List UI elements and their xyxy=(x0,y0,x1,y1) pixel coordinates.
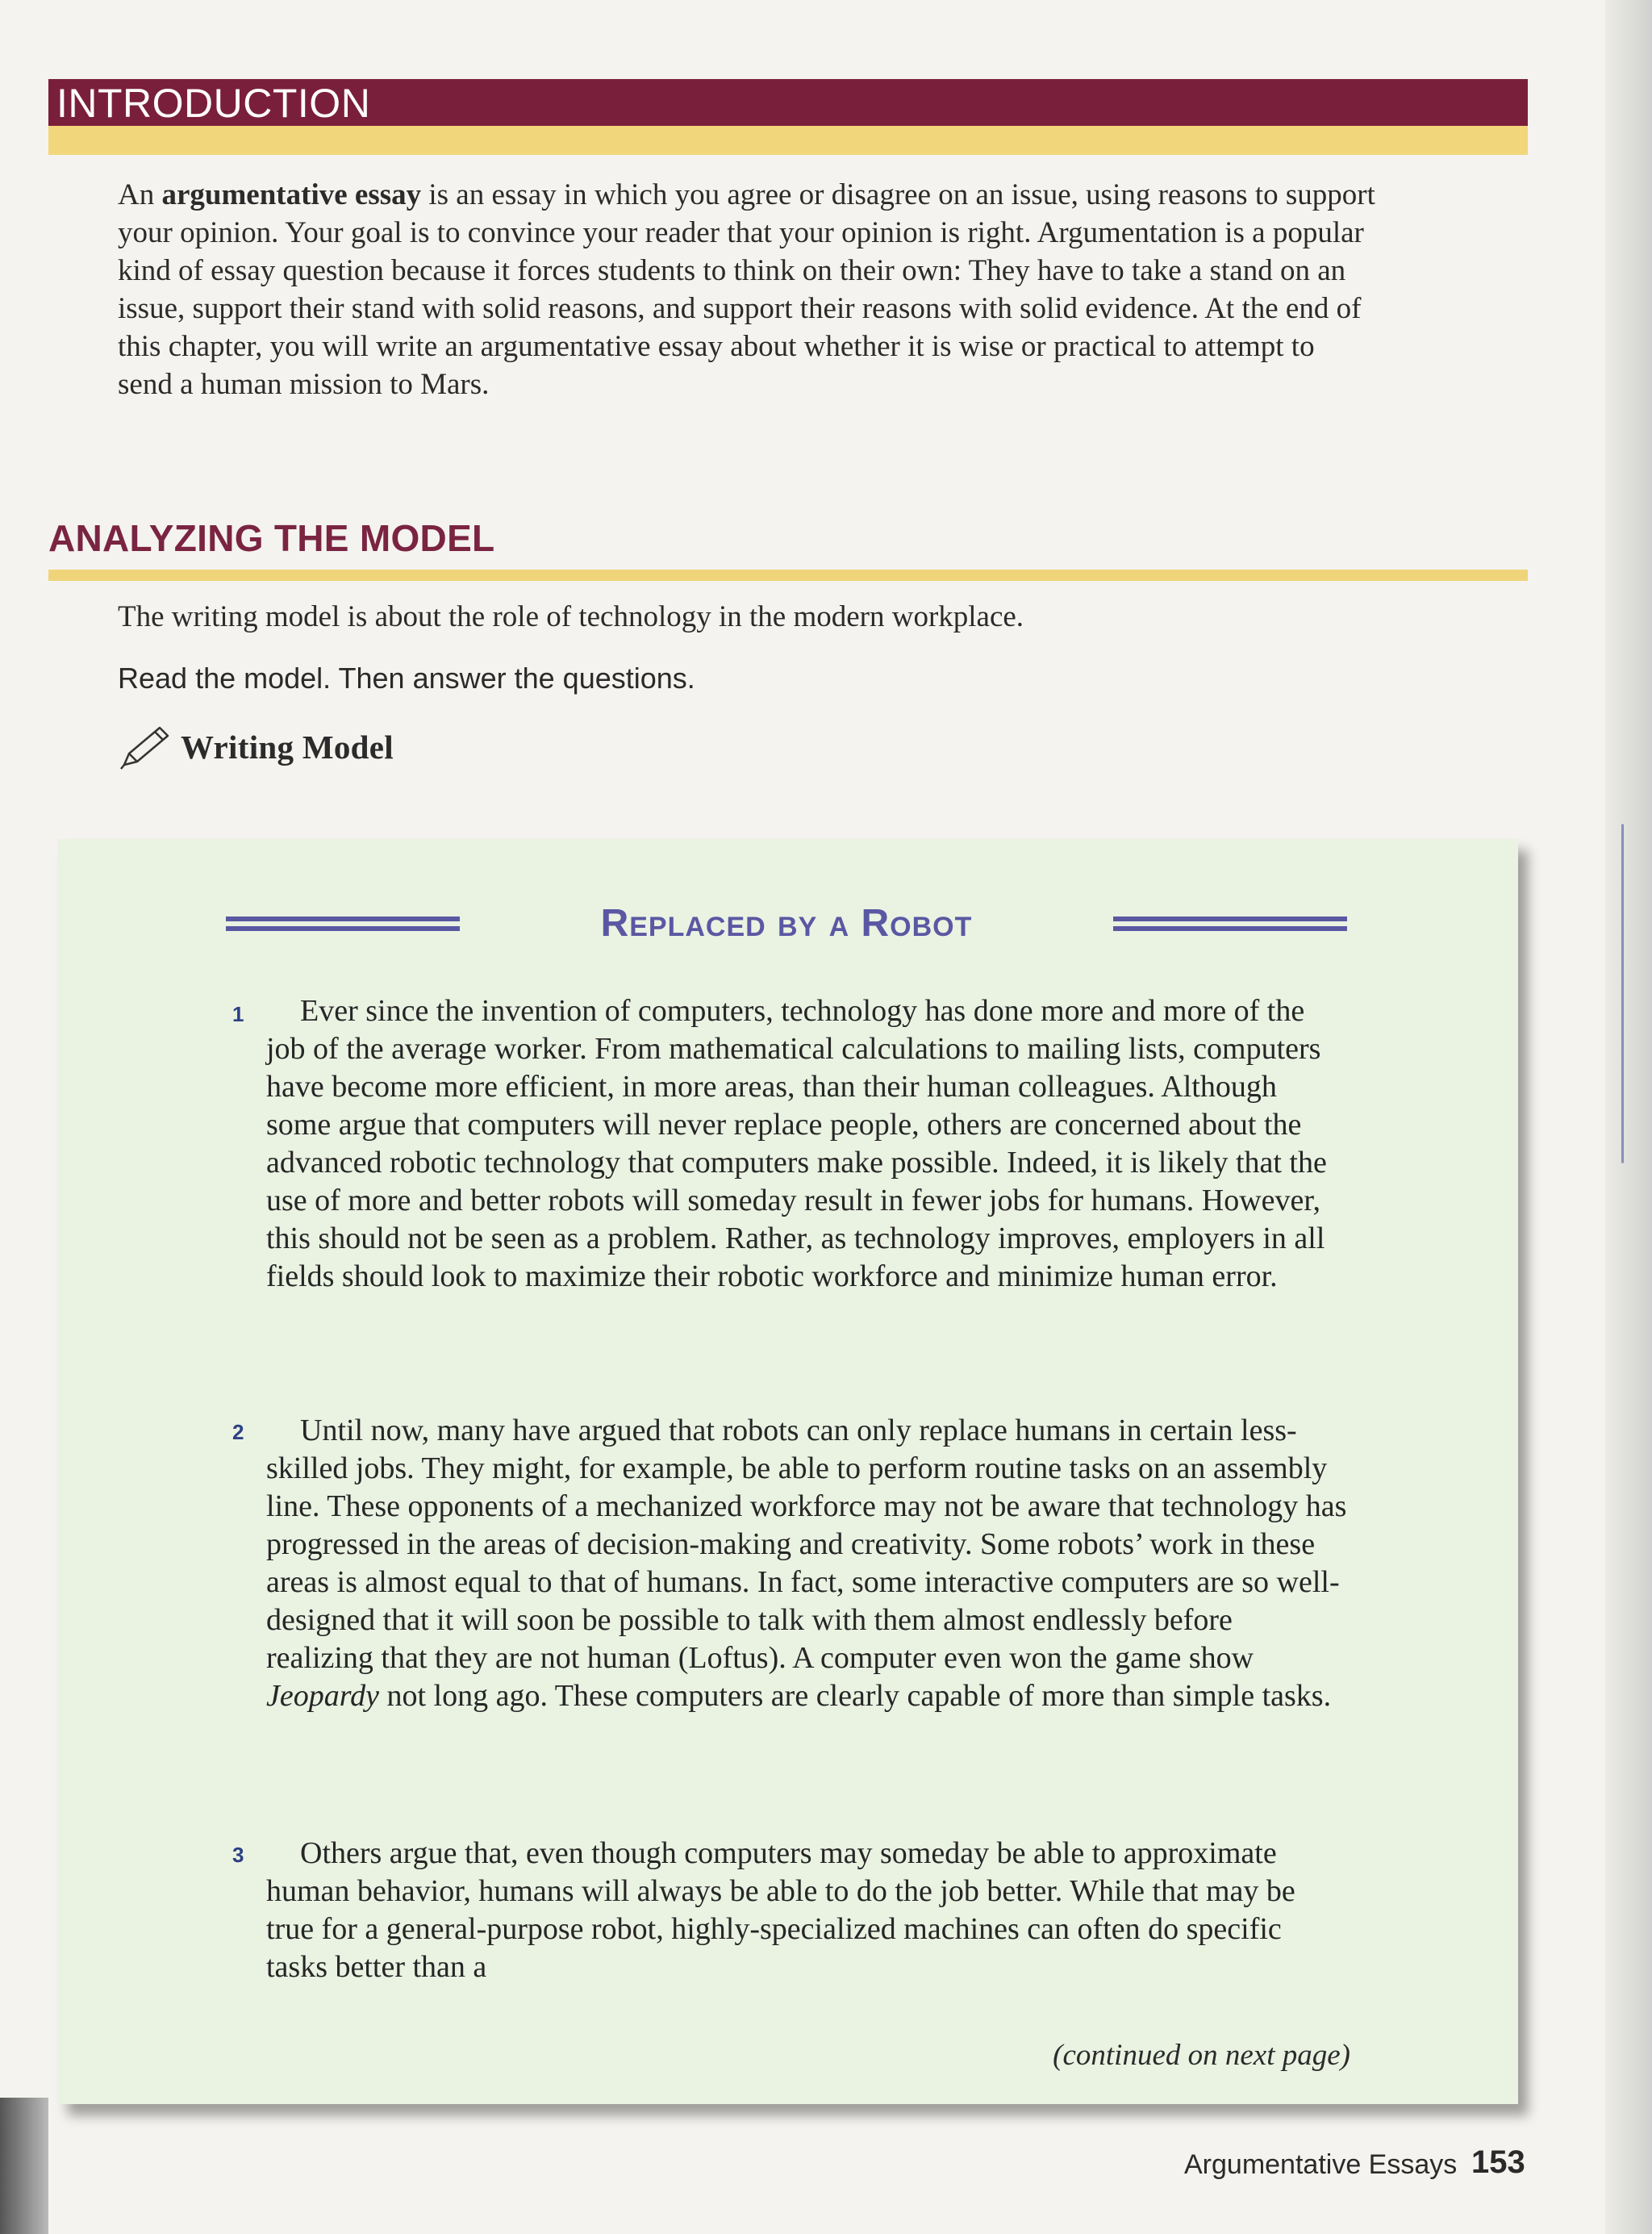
banner-yellow-bar xyxy=(48,126,1528,155)
essay-paragraph-2 xyxy=(266,1412,1347,1715)
paragraph-2-text-before: Until now, many have argued that robots can only replace humans in certain less-skilled jobs. They might, for example, be able to perform routine tasks on an assembly line. These opponents of a mechanized workforce may not be aware that technology has progressed in the areas of decision-making and creativity. Some robots’ work in these areas is almost equal to that of humans. In fact, some interactive computers are so well-designed that it will soon be possible to talk with them almost endlessly before realizing that they are not human (Loftus). A computer even won the game show xyxy=(266,1413,1347,1675)
introduction-banner xyxy=(48,79,1528,155)
analyzing-divider xyxy=(48,570,1528,581)
analyzing-heading: ANALYZING THE MODEL xyxy=(48,517,495,559)
continued-note: (continued on next page) xyxy=(1053,2039,1350,2072)
model-description: The writing model is about the role of technology in the modern workplace. xyxy=(118,600,1024,633)
intro-term-bold: argumentative essay xyxy=(161,178,422,211)
paragraph-number-1: 1 xyxy=(232,1002,244,1026)
paragraph-2-italic: Jeopardy xyxy=(266,1679,379,1713)
instruction-text: Read the model. Then answer the questions. xyxy=(118,662,695,695)
title-rule-right xyxy=(1113,915,1347,931)
essay-paragraph-3: Others argue that, even though computers may someday be able to approximate human behavior, humans will always be able to do the job better. While that may be true for a general-purpose robot, highly-specialized machines can often do specific tasks better than a xyxy=(266,1836,1295,1984)
essay-title-row xyxy=(226,889,1347,957)
paragraph-number-3: 3 xyxy=(232,1843,244,1867)
writing-model-label: Writing Model xyxy=(181,729,394,766)
writing-model-label-row xyxy=(118,723,394,771)
introduction-paragraph xyxy=(118,176,1376,403)
title-rule-left xyxy=(226,915,460,931)
footer-section-label: Argumentative Essays xyxy=(1184,2149,1458,2180)
intro-text-rest: is an essay in which you agree or disagree on an issue, using reasons to support your opinion. Your goal is to convince your reader that your opinion is right. Argumentation is a popular kind of essay question because it forces students to think on their own: They have to take a stand on an issue, support their stand with solid reasons, and support their reasons with solid evidence. At the end of this chapter, you will write an argumentative essay about whether it is wise or practical to attempt to send a human mission to Mars. xyxy=(118,178,1375,401)
page-edge-shadow xyxy=(0,2098,48,2234)
paragraph-2-text-after: not long ago. These computers are clearly capable of more than simple tasks. xyxy=(378,1679,1332,1713)
margin-handwriting xyxy=(1621,821,1642,1163)
essay-title: Replaced by a Robot xyxy=(600,901,973,945)
introduction-heading: INTRODUCTION xyxy=(56,81,371,126)
intro-text-prefix: An xyxy=(118,178,162,211)
pencil-icon xyxy=(118,723,174,771)
page-number: 153 xyxy=(1471,2144,1525,2180)
essay-paragraph-1: Ever since the invention of computers, technology has done more and more of the job of the average worker. From mathematical calculations to mailing lists, computers have become more efficient, in more areas, than their human colleagues. Although some argue that computers will never replace people, others are concerned about the advanced robotic technology that computers make possible. Indeed, it is likely that the use of more and better robots will someday result in fewer jobs for humans. However, this should not be seen as a problem. Rather, as technology improves, employers in all fields should look to maximize their robotic workforce and minimize human error. xyxy=(266,994,1327,1293)
paragraph-number-2: 2 xyxy=(232,1420,244,1444)
